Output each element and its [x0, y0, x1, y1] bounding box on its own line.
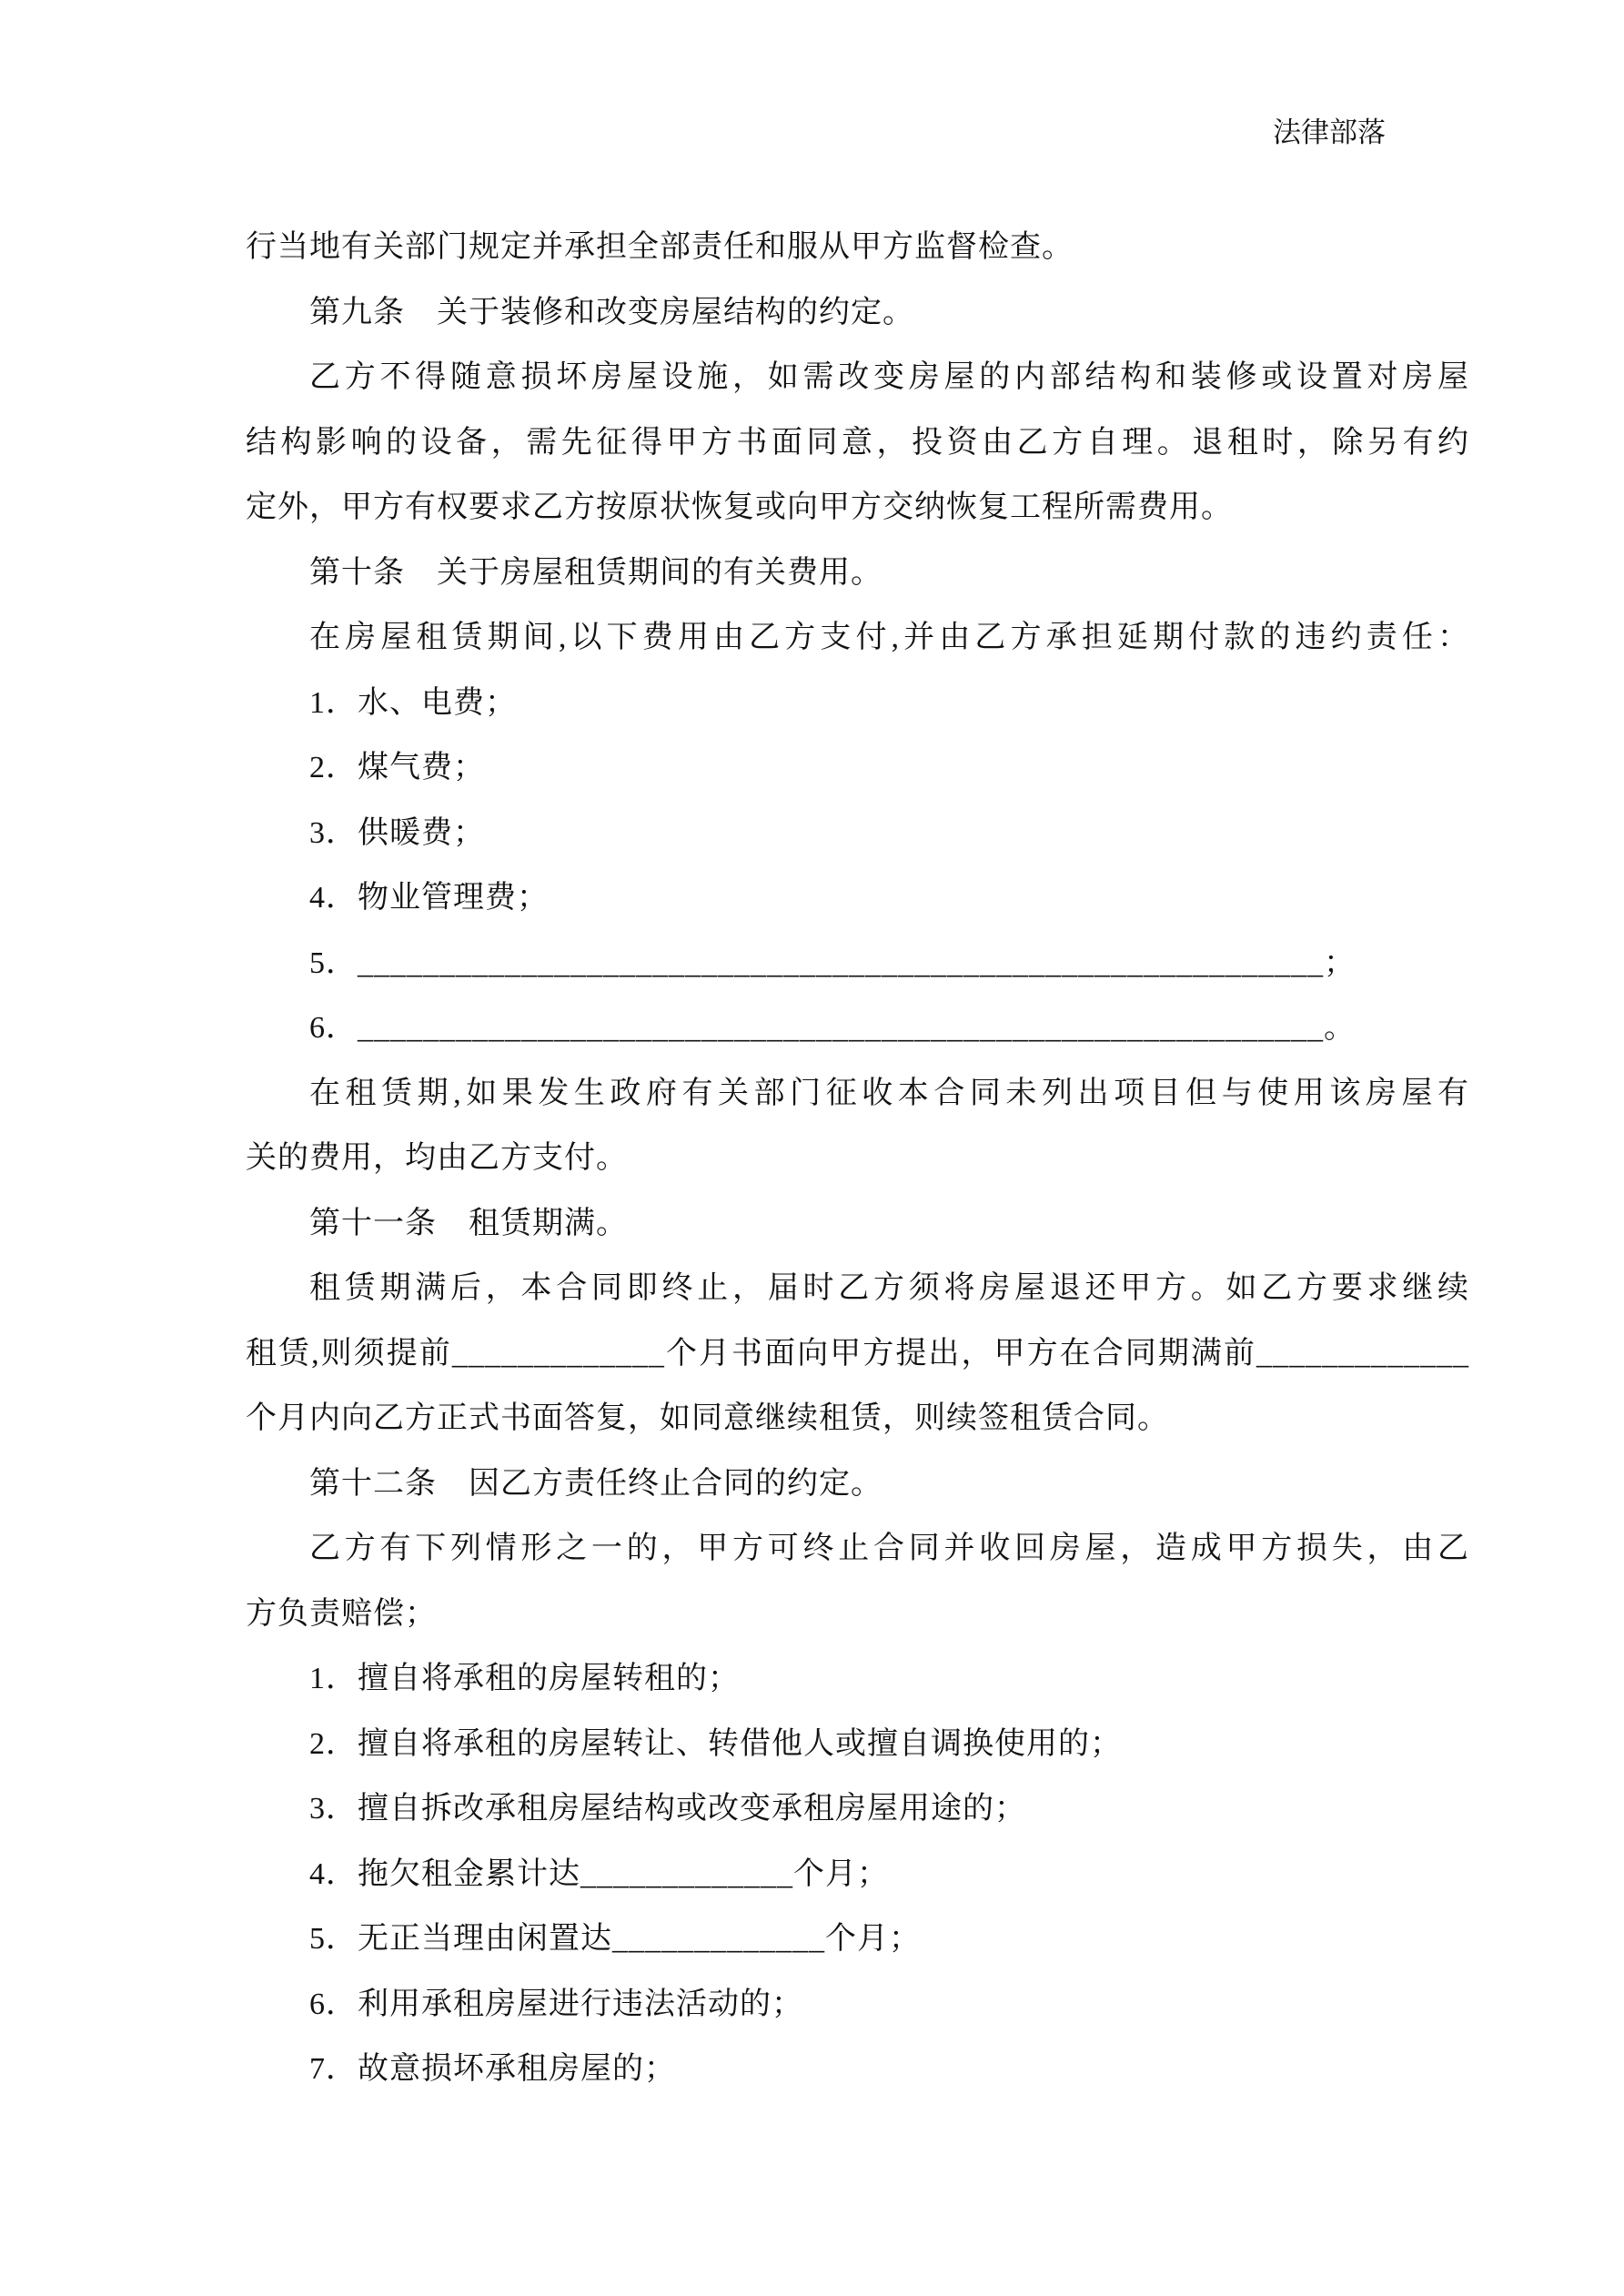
document-line: 定外，甲方有权要求乙方按原状恢复或向甲方交纳恢复工程所需费用。: [246, 491, 1233, 524]
document-line: 乙方有下列情形之一的，甲方可终止合同并收回房屋，造成甲方损失，由乙: [309, 1532, 1469, 1565]
document-line: 4．拖欠租金累计达_____________个月；: [309, 1856, 889, 1891]
document-line: 1．水、电费；: [309, 685, 517, 720]
document-line: 个月内向乙方正式书面答复，如同意继续租赁，则续签租赁合同。: [246, 1401, 1169, 1435]
document-line: 关的费用，均由乙方支付。: [246, 1141, 628, 1175]
document-line: 4．物业管理费；: [309, 881, 549, 915]
document-line: 6．利用承租房屋进行违法活动的；: [309, 1987, 803, 2021]
document-line: 3．供暖费；: [309, 815, 485, 850]
document-line: 乙方不得随意损坏房屋设施，如需改变房屋的内部结构和装修或设置对房屋: [309, 360, 1469, 394]
document-line: 在房屋租赁期间,以下费用由乙方支付,并由乙方承担延期付款的违约责任：: [309, 621, 1469, 654]
document-line: 6．___________________________________________________________。: [309, 1011, 1356, 1045]
document-line: 7．故意损坏承租房屋的；: [309, 2052, 676, 2086]
document-line: 在租赁期,如果发生政府有关部门征收本合同未列出项目但与使用该房屋有: [309, 1076, 1469, 1110]
document-line: 2．煤气费；: [309, 751, 485, 784]
document-line: 2．擅自将承租的房屋转让、转借他人或擅自调换使用的；: [309, 1726, 1122, 1761]
document-line: 第九条 关于装修和改变房屋结构的约定。: [309, 295, 914, 329]
document-line: 行当地有关部门规定并承担全部责任和服从甲方监督检查。: [246, 230, 1074, 264]
document-line: 方负责赔偿；: [246, 1596, 437, 1631]
document-line: 结构影响的设备，需先征得甲方书面同意，投资由乙方自理。退租时，除另有约: [246, 425, 1469, 460]
document-body: [246, 215, 1469, 2102]
document-line: 5．无正当理由闲置达_____________个月；: [309, 1922, 921, 1956]
document-line: 租赁期满后，本合同即终止，届时乙方须将房屋退还甲方。如乙方要求继续: [309, 1271, 1469, 1305]
document-line: 第十二条 因乙方责任终止合同的约定。: [309, 1466, 883, 1501]
document-line: 第十条 关于房屋租赁期间的有关费用。: [309, 555, 883, 590]
document-line: 租赁,则须提前_____________个月书面向甲方提出，甲方在合同期满前_____________: [246, 1336, 1469, 1371]
document-line: 第十一条 租赁期满。: [309, 1206, 628, 1240]
document-line: 1．擅自将承租的房屋转租的；: [309, 1662, 740, 1695]
document-line: 3．擅自拆改承租房屋结构或改变承租房屋用途的；: [309, 1792, 1026, 1826]
page-header: [0, 115, 1386, 151]
brand-label: 法律部落: [1273, 116, 1386, 148]
document-line: 5．___________________________________________________________；: [309, 946, 1356, 980]
